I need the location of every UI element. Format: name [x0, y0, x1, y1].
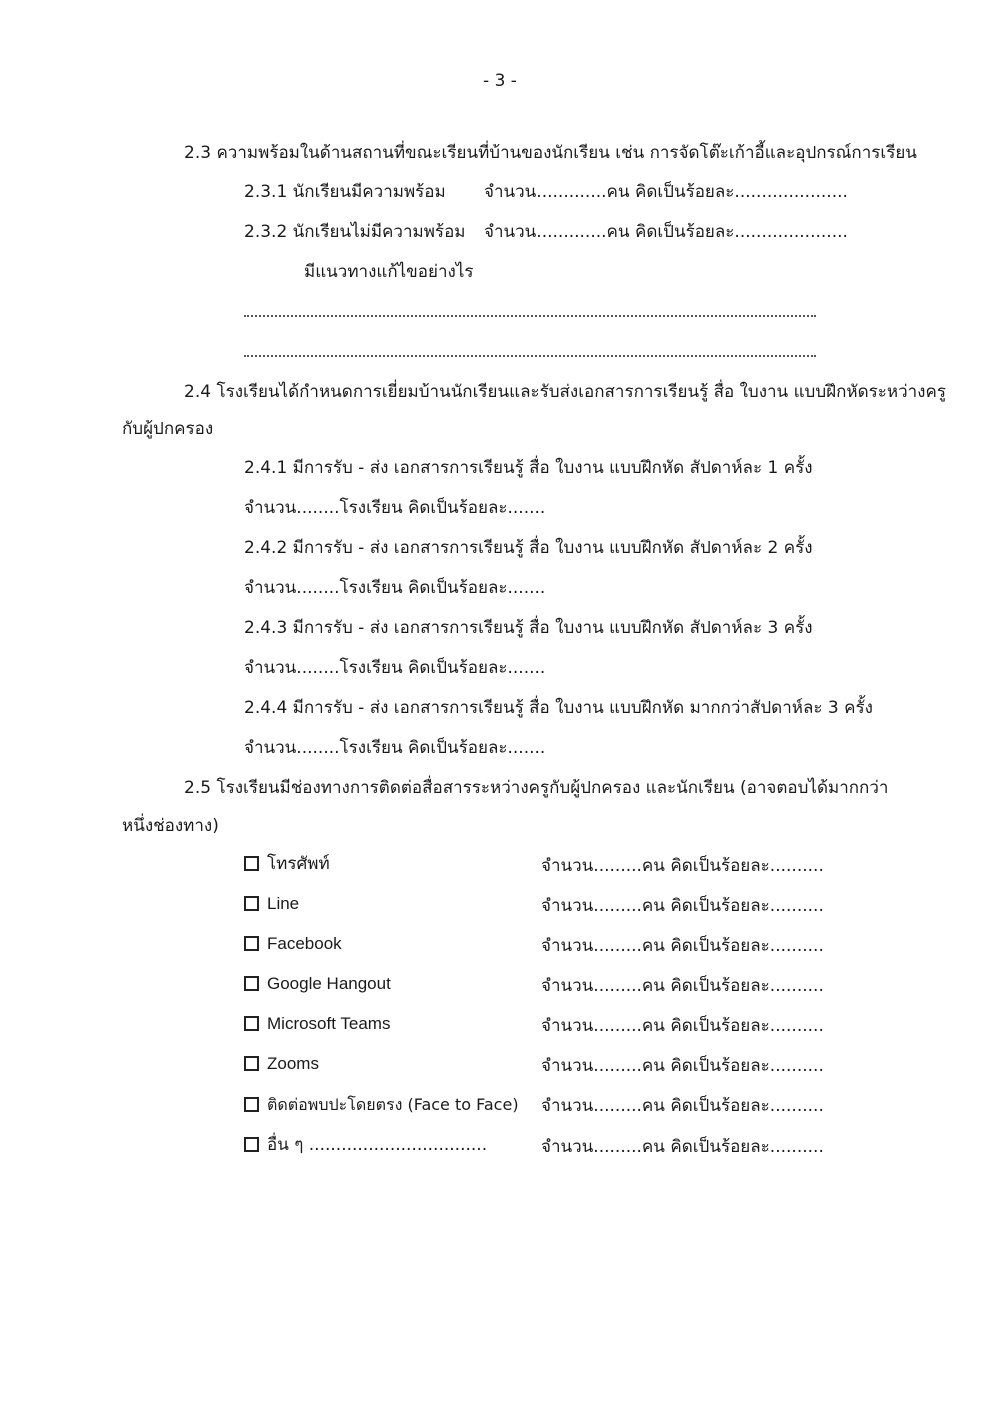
option-zooms[interactable] [244, 1053, 319, 1075]
option-label: Facebook [267, 934, 342, 953]
option-other-count: จำนวน.........คน คิดเป็นร้อยละ.......... [541, 1137, 824, 1157]
option-label: โทรศัพท์ [267, 854, 330, 874]
option-label: อื่น ๆ ................................. [267, 1135, 488, 1155]
item-2-3-1-label: 2.3.1 นักเรียนมีความพร้อม [244, 182, 446, 202]
solution-prompt: มีแนวทางแก้ไขอย่างไร [304, 262, 474, 282]
option-label: ติดต่อพบปะโดยตรง (Face to Face) [267, 1095, 519, 1114]
option-label: Microsoft Teams [267, 1014, 391, 1033]
item-2-3-1-value: จำนวน.............คน คิดเป็นร้อยละ..................... [484, 182, 848, 202]
option-facebook[interactable] [244, 933, 342, 955]
item-2-4-3-count: จำนวน........โรงเรียน คิดเป็นร้อยละ....... [244, 658, 546, 678]
item-2-4-1-count: จำนวน........โรงเรียน คิดเป็นร้อยละ....... [244, 498, 546, 518]
item-2-4-1-label: 2.4.1 มีการรับ - ส่ง เอกสารการเรียนรู้ สื่อ ใบงาน แบบฝึกหัด สัปดาห์ละ 1 ครั้ง [244, 458, 813, 478]
section-2-4-heading-line1: 2.4 โรงเรียนได้กำหนดการเยี่ยมบ้านนักเรียนและรับส่งเอกสารการเรียนรู้ สื่อ ใบงาน แบบฝึกหัดระหว่างครู [184, 382, 946, 402]
item-2-4-4-count: จำนวน........โรงเรียน คิดเป็นร้อยละ....... [244, 738, 546, 758]
option-google-hangout-count: จำนวน.........คน คิดเป็นร้อยละ.......... [541, 976, 824, 996]
checkbox[interactable] [244, 1016, 259, 1031]
option-line-count: จำนวน.........คน คิดเป็นร้อยละ.......... [541, 896, 824, 916]
item-2-4-2-count: จำนวน........โรงเรียน คิดเป็นร้อยละ....... [244, 578, 546, 598]
item-2-4-4-label: 2.4.4 มีการรับ - ส่ง เอกสารการเรียนรู้ สื่อ ใบงาน แบบฝึกหัด มากกว่าสัปดาห์ละ 3 ครั้ง [244, 698, 873, 718]
answer-line-2 [244, 355, 816, 357]
item-2-4-2-label: 2.4.2 มีการรับ - ส่ง เอกสารการเรียนรู้ สื่อ ใบงาน แบบฝึกหัด สัปดาห์ละ 2 ครั้ง [244, 538, 813, 558]
option-label: Zooms [267, 1054, 319, 1073]
checkbox[interactable] [244, 1097, 259, 1112]
section-2-4-heading-line2: กับผู้ปกครอง [122, 419, 214, 439]
option-google-hangout[interactable] [244, 973, 391, 995]
checkbox[interactable] [244, 976, 259, 991]
checkbox[interactable] [244, 936, 259, 951]
item-2-3-2-value: จำนวน.............คน คิดเป็นร้อยละ..................... [484, 222, 848, 242]
checkbox[interactable] [244, 856, 259, 871]
section-2-3-heading: 2.3 ความพร้อมในด้านสถานที่ขณะเรียนที่บ้านของนักเรียน เช่น การจัดโต๊ะเก้าอี้และอุปกรณ์การเรียน [184, 143, 917, 163]
item-2-3-2-label: 2.3.2 นักเรียนไม่มีความพร้อม [244, 222, 466, 242]
item-2-4-3-label: 2.4.3 มีการรับ - ส่ง เอกสารการเรียนรู้ สื่อ ใบงาน แบบฝึกหัด สัปดาห์ละ 3 ครั้ง [244, 618, 813, 638]
option-facebook-count: จำนวน.........คน คิดเป็นร้อยละ.......... [541, 936, 824, 956]
option-phone-count: จำนวน.........คน คิดเป็นร้อยละ.......... [541, 856, 824, 876]
option-label: Line [267, 894, 300, 913]
checkbox[interactable] [244, 1056, 259, 1071]
answer-line-1 [244, 315, 816, 317]
option-label: Google Hangout [267, 974, 391, 993]
option-zooms-count: จำนวน.........คน คิดเป็นร้อยละ.......... [541, 1056, 824, 1076]
section-2-5-heading-line2: หนึ่งช่องทาง) [122, 816, 219, 836]
option-microsoft-teams[interactable] [244, 1013, 390, 1035]
checkbox[interactable] [244, 896, 259, 911]
option-face-to-face-count: จำนวน.........คน คิดเป็นร้อยละ.......... [541, 1096, 824, 1116]
option-line[interactable] [244, 893, 299, 915]
page-number: - 3 - [483, 71, 517, 91]
option-microsoft-teams-count: จำนวน.........คน คิดเป็นร้อยละ.......... [541, 1016, 824, 1036]
option-other[interactable] [244, 1134, 487, 1156]
option-phone[interactable] [244, 853, 330, 875]
section-2-5-heading-line1: 2.5 โรงเรียนมีช่องทางการติดต่อสื่อสารระหว่างครูกับผู้ปกครอง และนักเรียน (อาจตอบได้มากกว่า [184, 778, 889, 798]
option-face-to-face[interactable] [244, 1094, 519, 1116]
checkbox[interactable] [244, 1137, 259, 1152]
